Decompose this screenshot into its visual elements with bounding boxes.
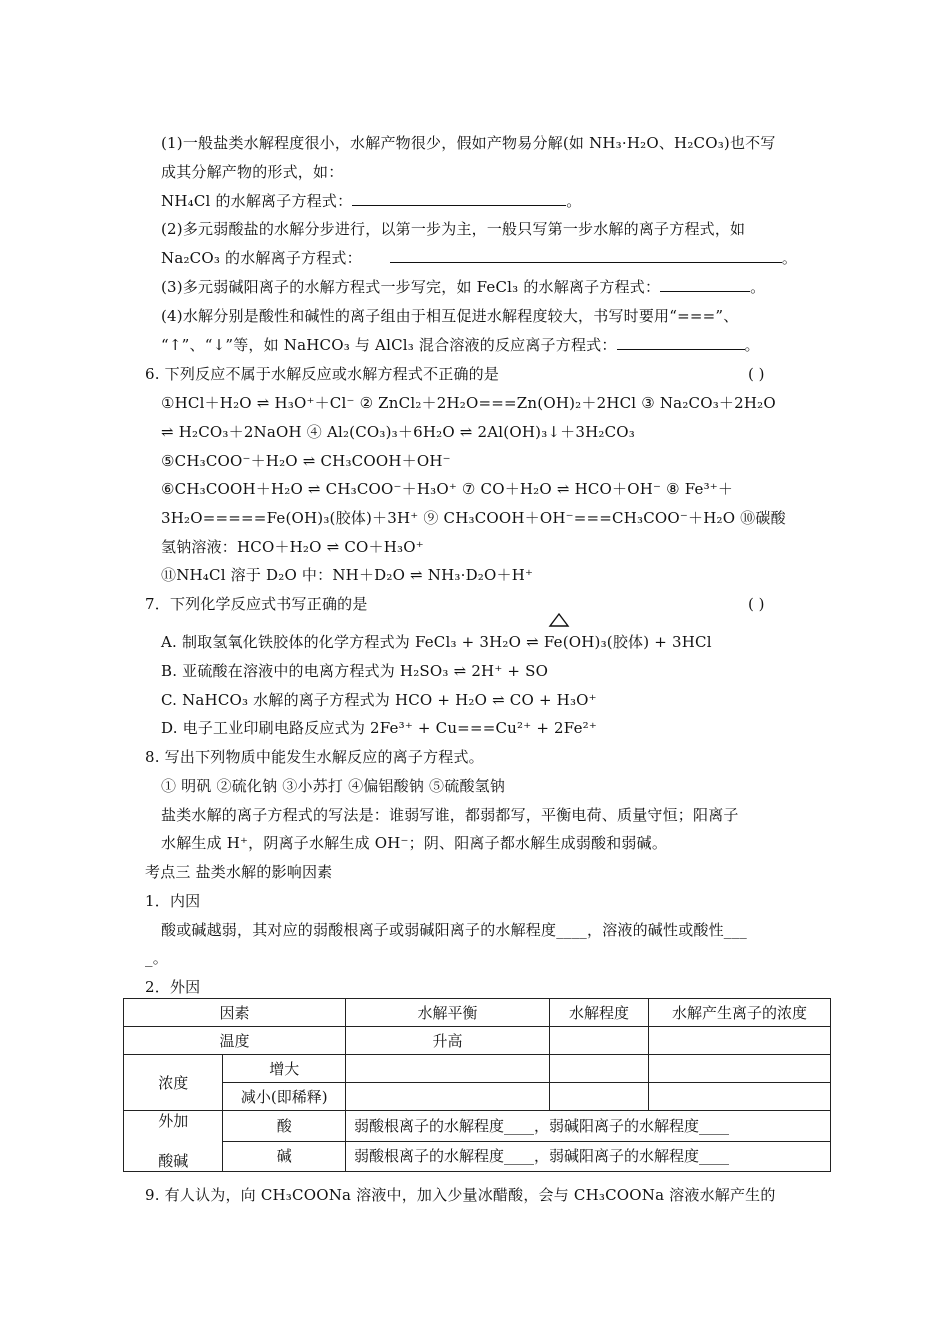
base-label: 碱	[223, 1141, 346, 1172]
question-8-stem: 8. 写出下列物质中能发生水解反应的离子方程式。	[145, 748, 484, 766]
answer-blank	[352, 191, 566, 206]
header-balance: 水解平衡	[346, 999, 550, 1027]
note-2-line-2	[161, 248, 797, 268]
table-cell	[550, 1027, 649, 1055]
answer-parentheses: ( )	[748, 595, 765, 613]
base-effect: 弱酸根离子的水解程度____，弱碱阳离子的水解程度____	[346, 1141, 831, 1172]
table-cell	[649, 1083, 831, 1111]
question-6-line-2: ⇌ H₂CO₃＋2NaOH ④ Al₂(CO₃)₃＋6H₂O ⇌ 2Al(OH)₃↓＋3H₂CO₃	[161, 423, 635, 441]
row-temperature: 温度	[124, 1027, 346, 1055]
table-row	[124, 1141, 831, 1172]
row-concentration: 浓度	[124, 1055, 223, 1111]
question-8-tip-line-1: 盐类水解的离子方程式的写法是：谁弱写谁，都弱都写，平衡电荷、质量守恒；阳离子	[161, 806, 739, 824]
header-degree: 水解程度	[550, 999, 649, 1027]
table-cell	[550, 1055, 649, 1083]
question-6-line-5: 3H₂O=====Fe(OH)₃(胶体)＋3H⁺ ⑨ CH₃COOH＋OH⁻===CH₃COO⁻＋H₂O ⑩碳酸	[161, 509, 786, 527]
acid-label: 酸	[223, 1111, 346, 1142]
table-cell	[346, 1083, 550, 1111]
acid-effect: 弱酸根离子的水解程度____，弱碱阳离子的水解程度____	[346, 1111, 831, 1142]
note-1-line-2: 成其分解产物的形式，如：	[161, 163, 344, 181]
row-added-acid-base	[124, 1111, 223, 1172]
internal-factor-text: 酸或碱越弱，其对应的弱酸根离子或弱碱阳离子的水解程度____，溶液的碱性或酸性___	[161, 921, 747, 939]
factors-table	[123, 998, 831, 1172]
table-row	[124, 1027, 831, 1055]
note-2-line-1: (2)多元弱酸盐的水解分步进行，以第一步为主，一般只写第一步水解的离子方程式，如	[161, 220, 746, 238]
answer-blank	[390, 248, 782, 263]
table-cell	[550, 1083, 649, 1111]
table-row	[124, 1083, 831, 1111]
answer-blank	[617, 335, 745, 350]
note-4-label: “↑”、“↓”等，如 NaHCO₃ 与 AlCl₃ 混合溶液的反应离子方程式：	[161, 336, 617, 354]
temperature-balance: 升高	[346, 1027, 550, 1055]
note-3-label: (3)多元弱碱阳离子的水解方程式一步写完，如 FeCl₃ 的水解离子方程式：	[161, 278, 661, 296]
note-4-line-2	[161, 335, 760, 355]
question-6-line-4: ⑥CH₃COOH＋H₂O ⇌ CH₃COO⁻＋H₃O⁺ ⑦ CO＋H₂O ⇌ HCO＋OH⁻ ⑧ Fe³⁺＋	[161, 480, 734, 498]
concentration-increase: 增大	[223, 1055, 346, 1083]
question-7-option-d: D. 电子工业印刷电路反应式为 2Fe³⁺ + Cu===Cu²⁺ + 2Fe²⁺	[161, 719, 597, 737]
note-3-line	[161, 277, 765, 297]
note-1-line-3	[161, 191, 581, 211]
question-8-items: ① 明矾 ②硫化钠 ③小苏打 ④偏铝酸钠 ⑤硫酸氢钠	[161, 777, 506, 795]
period: 。	[750, 278, 766, 296]
table-cell	[649, 1027, 831, 1055]
question-7-option-c: C. NaHCO₃ 水解的离子方程式为 HCO + H₂O ⇌ CO + H₃O⁺	[161, 691, 597, 709]
question-7-stem: 7．下列化学反应式书写正确的是	[145, 595, 368, 613]
answer-parentheses: ( )	[748, 365, 765, 383]
header-concentration: 水解产生离子的浓度	[649, 999, 831, 1027]
question-6-line-3: ⑤CH₃COO⁻＋H₂O ⇌ CH₃COOH＋OH⁻	[161, 452, 451, 470]
question-6-line-6: 氢钠溶液：HCO＋H₂O ⇌ CO＋H₃O⁺	[161, 538, 424, 556]
table-row	[124, 999, 831, 1027]
section-title: 考点三 盐类水解的影响因素	[145, 863, 333, 881]
question-7-option-a: A. 制取氢氧化铁胶体的化学方程式为 FeCl₃ + 3H₂O ⇌ Fe(OH)₃(胶体) + 3HCl	[161, 633, 712, 651]
note-4-line-1: (4)水解分别是酸性和碱性的离子组由于相互促进水解程度较大，书写时要用“===”、	[161, 307, 739, 325]
question-9-stem: 9. 有人认为，向 CH₃COONa 溶液中，加入少量冰醋酸，会与 CH₃COONa 溶液水解产生的	[145, 1186, 776, 1204]
note-2-label: Na₂CO₃ 的水解离子方程式：	[161, 249, 362, 267]
question-8-tip-line-2: 水解生成 H⁺，阴离子水解生成 OH⁻；阴、阳离子都水解生成弱酸和弱碱。	[161, 834, 668, 852]
table-cell	[649, 1055, 831, 1083]
answer-blank	[660, 277, 750, 292]
note-1-label: NH₄Cl 的水解离子方程式：	[161, 192, 353, 210]
question-6-line-1: ①HCl＋H₂O ⇌ H₃O⁺＋Cl⁻ ② ZnCl₂＋2H₂O===Zn(OH)₂＋2HCl ③ Na₂CO₃＋2H₂O	[161, 394, 776, 412]
concentration-decrease: 减小(即稀释)	[223, 1083, 346, 1111]
added-label: 外加	[158, 1112, 189, 1130]
subsection-internal: 1．内因	[145, 892, 201, 910]
subsection-external: 2．外因	[145, 978, 201, 996]
table-row	[124, 1055, 831, 1083]
note-1-line-1: (1)一般盐类水解程度很小，水解产物很少，假如产物易分解(如 NH₃·H₂O、H₂CO₃)也不写	[161, 134, 776, 152]
question-6-stem: 6. 下列反应不属于水解反应或水解方程式不正确的是	[145, 365, 500, 383]
question-7-option-b: B. 亚硫酸在溶液中的电离方程式为 H₂SO₃ ⇌ 2H⁺ + SO	[161, 662, 549, 680]
header-factor: 因素	[124, 999, 346, 1027]
period: 。	[744, 336, 760, 354]
acid-base-label: 酸碱	[158, 1152, 189, 1170]
heat-triangle-icon	[548, 612, 570, 628]
period: 。	[781, 249, 798, 267]
internal-factor-text-end: _。	[145, 949, 168, 967]
period: 。	[566, 192, 582, 210]
question-6-line-7: ⑪NH₄Cl 溶于 D₂O 中：NH＋D₂O ⇌ NH₃·D₂O＋H⁺	[161, 566, 534, 584]
table-row	[124, 1111, 831, 1142]
table-cell	[346, 1055, 550, 1083]
